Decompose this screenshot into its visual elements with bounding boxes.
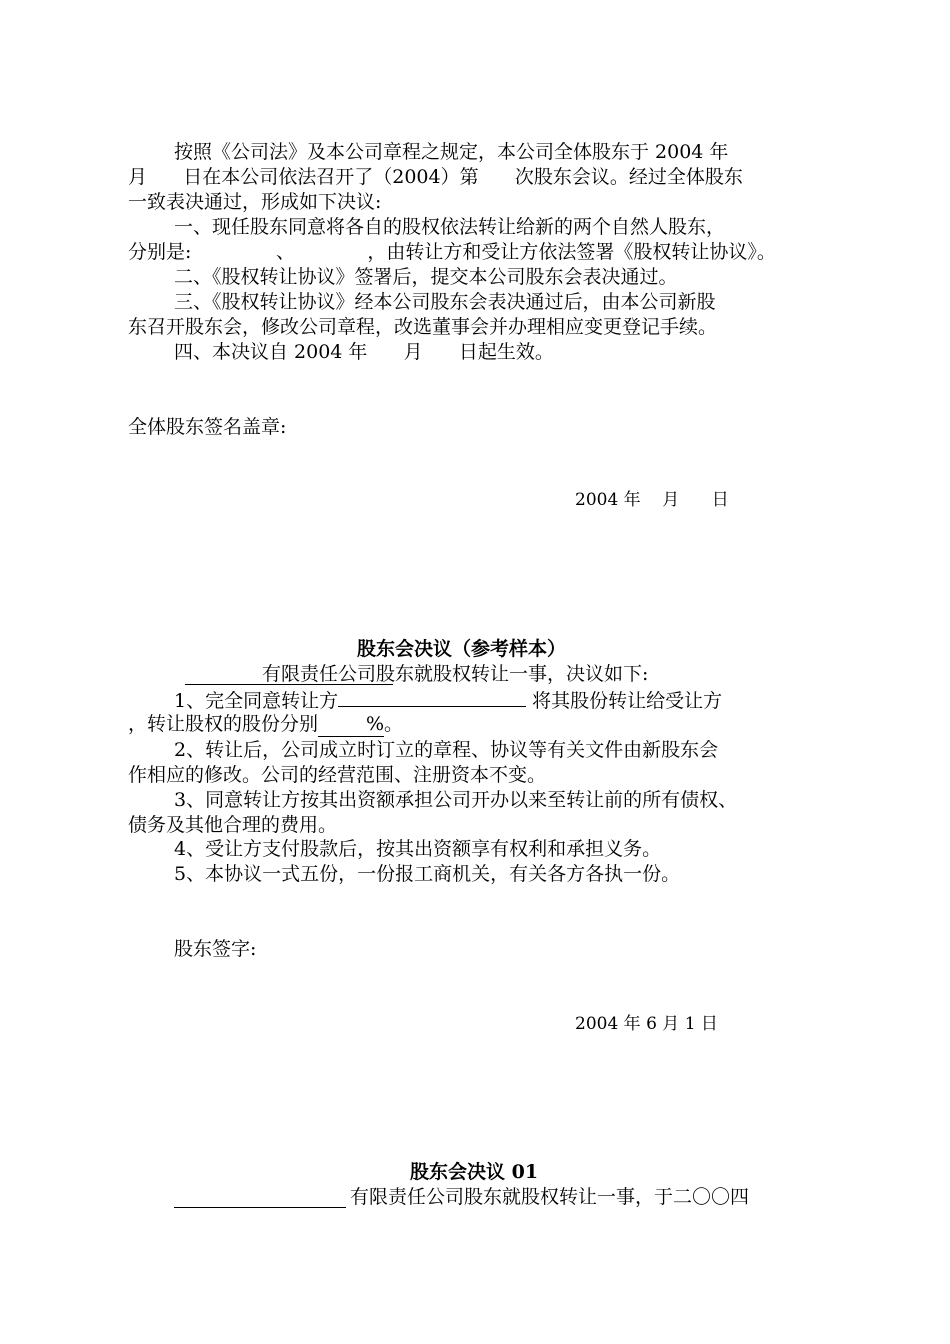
item-1-text-a: 1、完全同意转让方 [174,690,339,712]
paragraph-line: 东召开股东会，修改公司章程，改选董事会并办理相应变更登记手续。 [128,316,718,338]
item-1-line-1 [174,688,722,713]
paragraph-line: 一、现任股东同意将各自的股权依法转让给新的两个自然人股东， [174,216,726,238]
item-line: 债务及其他合理的费用。 [128,814,338,836]
section-title: 股东会决议（参考样本） [357,638,567,660]
percent-sign: % [365,713,385,735]
signature-label: 股东签字: [174,938,257,960]
intro-line: 有限责任公司股东就股权转让一事，决议如下: [262,663,649,685]
paragraph-line: 按照《公司法》及本公司章程之规定，本公司全体股东于 2004 年 [174,141,729,163]
item-line: 4、受让方支付股款后，按其出资额享有权利和承担义务。 [174,838,662,860]
paragraph-line: 一致表决通过，形成如下决议: [128,191,382,213]
transferor-blank [338,688,526,707]
intro-line: 有限责任公司股东就股权转让一事，于二〇〇四 [350,1186,750,1208]
paragraph-line: 二、《股权转让协议》签署后，提交本公司股东会表决通过。 [174,266,678,288]
item-line: 作相应的修改。公司的经营范围、注册资本不变。 [128,764,547,786]
date-line: 2004 年 6 月 1 日 [575,1014,718,1034]
date-line: 2004 年 月 日 [575,490,729,510]
signature-label: 全体股东签名盖章: [128,416,287,438]
paragraph-line: 三、《股权转让协议》经本公司股东会表决通过后，由本公司新股 [174,291,716,313]
item-1-text-c: ，转让股权的股份分别 [128,713,319,735]
section-title: 股东会决议 01 [410,1161,539,1183]
percent-blank [318,712,384,737]
paragraph-line: 四、本决议自 2004 年 月 日起生效。 [174,341,554,363]
company-name-blank [174,1207,346,1208]
item-line: 2、转让后，公司成立时订立的章程、协议等有关文件由新股东会 [174,739,719,761]
item-line: 3、同意转让方按其出资额承担公司开办以来至转让前的所有债权、 [174,789,738,811]
item-1-line-2 [128,712,403,737]
paragraph-line: 月 日在本公司依法召开了（2004）第 次股东会议。经过全体股东 [128,166,743,188]
item-1-text-b: 将其股份转让给受让方 [526,690,723,712]
paragraph-line: 分别是: 、 ，由转让方和受让方依法签署《股权转让协议》。 [128,241,776,263]
item-line: 5、本协议一式五份，一份报工商机关，有关各方各执一份。 [174,863,681,885]
item-1-text-d: 。 [384,713,404,735]
